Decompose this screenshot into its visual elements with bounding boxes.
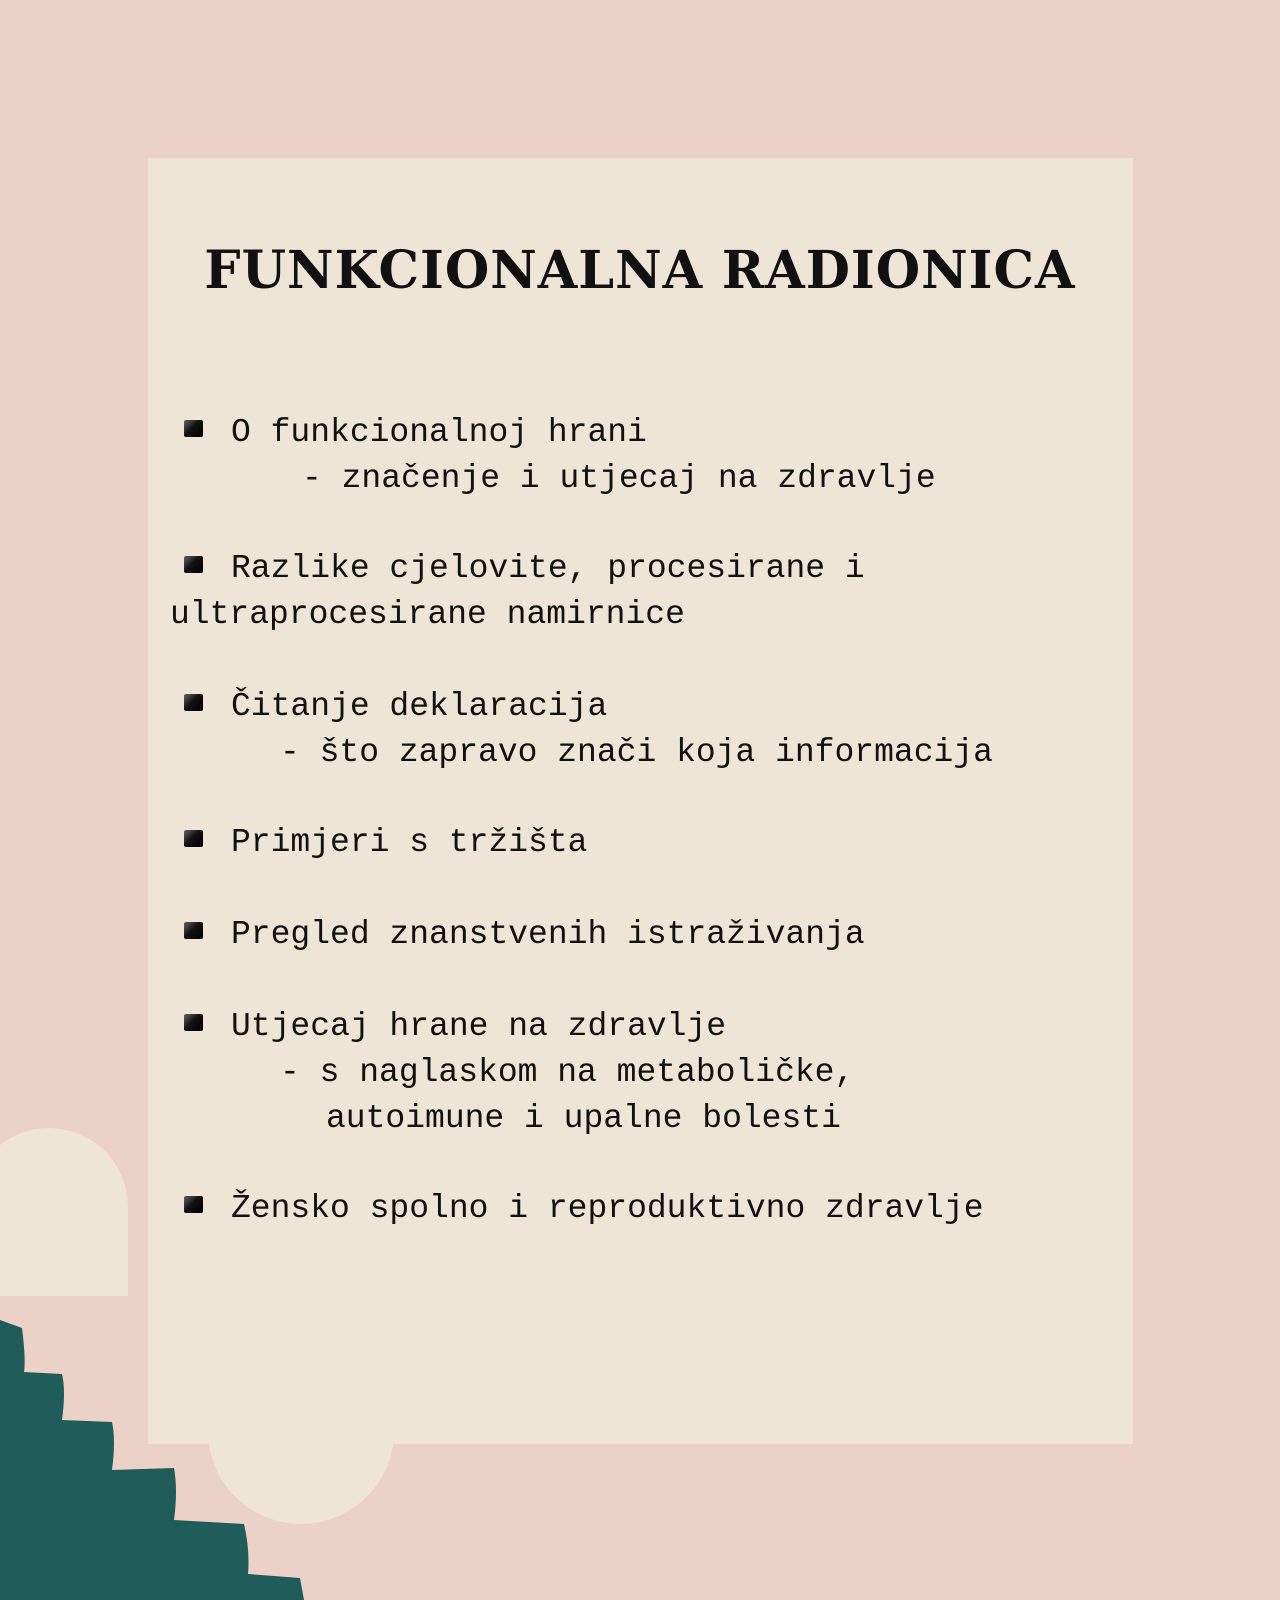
square-bullet-icon xyxy=(184,556,203,573)
item-text: Žensko spolno i reproduktivno zdravlje xyxy=(231,1190,984,1227)
list-item xyxy=(170,1186,1110,1232)
square-bullet-icon xyxy=(184,922,203,939)
item-text: Primjeri s tržišta xyxy=(231,824,588,861)
item-text-continued: ultraprocesirane namirnice xyxy=(170,596,685,633)
square-bullet-icon xyxy=(184,1196,203,1213)
content-card xyxy=(148,158,1133,1444)
square-bullet-icon xyxy=(184,694,203,711)
item-text: Pregled znanstvenih istraživanja xyxy=(231,916,865,953)
item-text: Utjecaj hrane na zdravlje xyxy=(231,1008,727,1045)
item-subtext: autoimune i upalne bolesti xyxy=(326,1100,841,1137)
item-subtext: - što zapravo znači koja informacija xyxy=(280,734,993,771)
square-bullet-icon xyxy=(184,420,203,437)
list-item xyxy=(170,820,1110,866)
item-text: Čitanje deklaracija xyxy=(231,688,608,725)
list-item xyxy=(170,546,1110,638)
list-item xyxy=(170,410,1110,502)
item-subtext: - značenje i utjecaj na zdravlje xyxy=(302,460,936,497)
item-subtext: - s naglaskom na metaboličke, xyxy=(280,1054,855,1091)
list-item xyxy=(170,1004,1110,1142)
decor-arch-left xyxy=(0,1128,128,1296)
page-title: FUNKCIONALNA RADIONICA xyxy=(204,240,1076,301)
square-bullet-icon xyxy=(184,830,203,847)
list-item xyxy=(170,912,1110,958)
item-text: Razlike cjelovite, procesirane i xyxy=(231,550,865,587)
square-bullet-icon xyxy=(184,1014,203,1031)
item-text: O funkcionalnoj hrani xyxy=(231,414,647,451)
list-item xyxy=(170,684,1110,776)
